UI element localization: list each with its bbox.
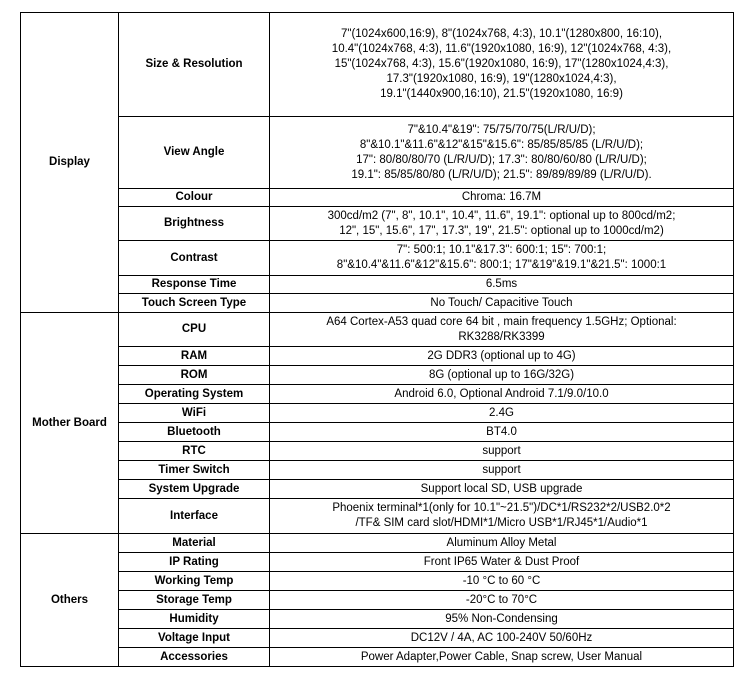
table-row [21,207,734,241]
row-value-contrast [270,241,734,276]
row-label-interface: Interface [119,499,270,534]
table-row [21,534,734,553]
row-value-accessories: Power Adapter,Power Cable, Snap screw, User Manual [270,648,734,667]
row-value-working-temp: -10 °C to 60 °C [270,572,734,591]
table-row [21,189,734,207]
row-label-operating-system: Operating System [119,385,270,404]
table-row [21,553,734,572]
table-row [21,117,734,189]
group-label-display: Display [21,13,119,313]
row-label-material: Material [119,534,270,553]
value-line: 7"(1024x600,16:9), 8"(1024x768, 4:3), 10.1"(1280x800, 16:10), [340,28,663,40]
table-row [21,385,734,404]
value-line: RK3288/RK3399 [458,330,545,343]
row-label-system-upgrade: System Upgrade [119,480,270,499]
table-row [21,366,734,385]
value-line: 19.1": 85/85/80/80 (L/R/U/D); 21.5": 89/89/89/89 (L/R/U/D). [351,168,652,181]
table-row [21,294,734,313]
table-row [21,276,734,294]
table-row [21,241,734,276]
row-value-storage-temp: -20°C to 70°C [270,591,734,610]
table-row [21,480,734,499]
value-line: 7"&10.4"&19": 75/75/70/75(L/R/U/D); [407,123,596,136]
table-row [21,404,734,423]
row-label-brightness: Brightness [119,207,270,241]
row-label-bluetooth: Bluetooth [119,423,270,442]
row-value-size-resolution [270,13,734,117]
table-row [21,629,734,648]
group-label-others: Others [21,534,119,667]
row-value-system-upgrade: Support local SD, USB upgrade [270,480,734,499]
value-line: 7": 500:1; 10.1"&17.3": 600:1; 15": 700:1; [396,244,607,256]
table-row [21,442,734,461]
row-value-operating-system: Android 6.0, Optional Android 7.1/9.0/10.0 [270,385,734,404]
value-line: 8"&10.4"&11.6"&12"&15.6": 800:1; 17"&19"&19.1"&21.5": 1000:1 [336,259,667,271]
row-label-ram: RAM [119,347,270,366]
row-label-size-resolution: Size & Resolution [119,13,270,117]
table-row [21,13,734,117]
row-label-contrast: Contrast [119,241,270,276]
value-line: /TF& SIM card slot/HDMI*1/Micro USB*1/RJ45*1/Audio*1 [355,517,648,529]
row-value-humidity: 95% Non-Condensing [270,610,734,629]
spec-table [20,12,734,667]
row-label-accessories: Accessories [119,648,270,667]
row-label-humidity: Humidity [119,610,270,629]
row-value-brightness [270,207,734,241]
row-value-view-angle [270,117,734,189]
value-line: Phoenix terminal*1(only for 10.1"~21.5")/DC*1/RS232*2/USB2.0*2 [332,502,671,514]
row-label-timer-switch: Timer Switch [119,461,270,480]
table-row [21,423,734,442]
row-label-storage-temp: Storage Temp [119,591,270,610]
row-label-working-temp: Working Temp [119,572,270,591]
row-value-ip-rating: Front IP65 Water & Dust Proof [270,553,734,572]
row-label-response-time: Response Time [119,276,270,294]
value-line: 8"&10.1"&11.6"&12"&15"&15.6": 85/85/85/85 (L/R/U/D); [359,138,644,151]
value-line: 12", 15", 15.6", 17", 17.3", 19", 21.5": optional up to 1000cd/m2) [339,224,664,237]
value-line: A64 Cortex-A53 quad core 64 bit , main frequency 1.5GHz; Optional: [326,315,677,328]
row-value-rtc: support [270,442,734,461]
table-row [21,461,734,480]
row-value-colour: Chroma: 16.7M [270,189,734,207]
value-line: 10.4"(1024x768, 4:3), 11.6"(1920x1080, 16:9), 12"(1024x768, 4:3), [331,43,672,55]
row-value-bluetooth: BT4.0 [270,423,734,442]
row-value-timer-switch: support [270,461,734,480]
row-label-rtc: RTC [119,442,270,461]
value-line: 300cd/m2 (7", 8", 10.1", 10.4", 11.6", 19.1": optional up to 800cd/m2; [327,209,676,222]
row-label-wifi: WiFi [119,404,270,423]
row-value-ram: 2G DDR3 (optional up to 4G) [270,347,734,366]
row-label-voltage-input: Voltage Input [119,629,270,648]
section-others [21,534,734,667]
row-value-interface [270,499,734,534]
table-row [21,591,734,610]
table-row [21,648,734,667]
value-line: 19.1"(1440x900,16:10), 21.5"(1920x1080, 16:9) [380,88,623,100]
row-value-touch-screen-type: No Touch/ Capacitive Touch [270,294,734,313]
row-label-colour: Colour [119,189,270,207]
value-line: 17": 80/80/80/70 (L/R/U/D); 17.3": 80/80/60/80 (L/R/U/D); [356,153,647,166]
row-label-touch-screen-type: Touch Screen Type [119,294,270,313]
section-mother-board [21,313,734,534]
row-value-cpu [270,313,734,347]
section-display [21,13,734,313]
table-row [21,610,734,629]
row-label-rom: ROM [119,366,270,385]
group-label-mother-board: Mother Board [21,313,119,534]
table-row [21,499,734,534]
row-value-voltage-input: DC12V / 4A, AC 100-240V 50/60Hz [270,629,734,648]
row-value-wifi: 2.4G [270,404,734,423]
row-value-response-time: 6.5ms [270,276,734,294]
table-row [21,313,734,347]
row-value-material: Aluminum Alloy Metal [270,534,734,553]
row-label-cpu: CPU [119,313,270,347]
table-row [21,347,734,366]
row-label-view-angle: View Angle [119,117,270,189]
row-value-rom: 8G (optional up to 16G/32G) [270,366,734,385]
value-line: 15"(1024x768, 4:3), 15.6"(1920x1080, 16:9), 17"(1280x1024,4:3), [334,58,669,70]
row-label-ip-rating: IP Rating [119,553,270,572]
value-line: 17.3"(1920x1080, 16:9), 19"(1280x1024,4:3), [386,73,617,85]
table-row [21,572,734,591]
